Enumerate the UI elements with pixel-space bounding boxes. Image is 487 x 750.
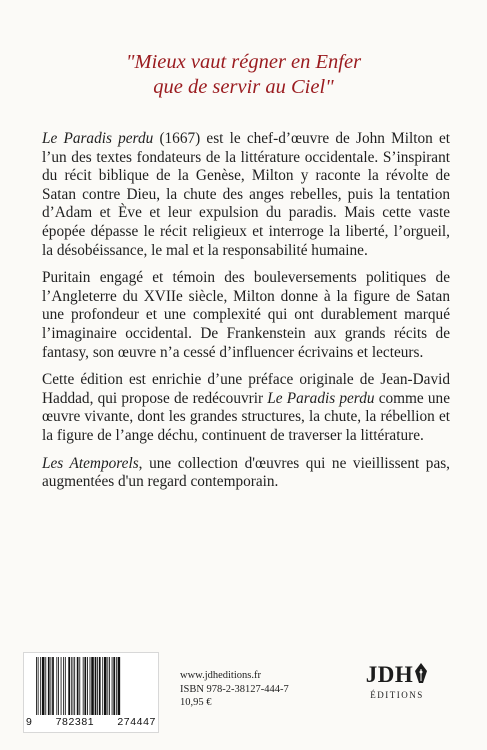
barcode-bar [97,657,98,715]
barcode-bar [118,657,121,715]
book-title: Le Paradis perdu [267,389,375,407]
barcode-bar [113,657,115,715]
barcode-bar [68,657,70,715]
barcode-bar [91,657,94,715]
quote-line-2: que de servir au Ciel" [153,76,334,98]
book-title: Le Paradis perdu [42,130,154,147]
publisher-info [180,669,289,710]
barcode-bar [50,657,51,715]
barcode-bar [112,657,113,715]
barcode-bar [73,657,74,715]
logo-mark [366,662,429,688]
barcode-bar [104,657,107,715]
barcode-bar [52,657,54,715]
isbn-number: ISBN 978-2-38127-444-7 [180,683,289,695]
barcode-bar [109,657,110,715]
collection-name: Les Atemporels [42,454,139,472]
blurb-paragraph-2 [42,269,450,362]
barcode-bar [116,657,117,715]
barcode-bar [65,657,66,715]
barcode-lead-digit: 9 [26,716,33,728]
fountain-pen-nib-icon [414,663,428,685]
barcode-bar [58,657,59,715]
logo-letters: JDH [365,662,414,687]
logo-subtitle: ÉDITIONS [370,690,424,700]
paragraph-1-text: (1667) est le chef-d’œuvre de John Milton et l’un des textes fondateurs de la littérature occidentale. S’inspirant du récit biblique de la Genèse, Milton y raconte la révolte de Satan contre Dieu, la chute des anges rebelles, puis la tentation d’Adam et Ève et leur expulsion du paradis. Mais cette vaste épopée dépasse le récit religieux et interroge la liberté, l’orgueil, la désobéissance, le mal et la responsabilité humaine. [42,130,450,259]
barcode-bar [74,657,75,715]
cover-quote [0,50,487,100]
barcode-bar [38,657,39,715]
publisher-logo [362,662,432,710]
quote-line-1: "Mieux vaut régner en Enfer [125,51,362,73]
barcode-bar [87,657,88,715]
blurb [42,130,450,501]
isbn-barcode [23,652,159,733]
barcode-bar [48,657,50,715]
blurb-paragraph-4 [42,455,450,492]
barcode-bar [102,657,103,715]
barcode-group-1: 782381 [55,716,95,728]
barcode-bar [99,657,101,715]
paragraph-2-text: Puritain engagé et témoin des bouleversements politiques de l’Angleterre du XVIIe siècle, Milton donne à la figure de Satan une profondeur et une complexité qui ont durablement marqué l’imaginaire occidental. De Frankenstein aux grands récits de fantasy, son œuvre n’a cessé d’influencer écrivains et lecteurs. [42,269,450,361]
paragraph-4-text: , une collection d'œuvres qui ne vieillissent pas, augmentées d'un regard contemporain. [42,454,451,491]
barcode-bar [42,657,45,715]
barcode-bar [63,657,64,715]
barcode-bar [61,657,62,715]
barcode-group-2: 274447 [117,716,156,728]
blurb-paragraph-1 [42,130,450,260]
publisher-website: www.jdheditions.fr [180,670,261,681]
price: 10,95 € [180,697,212,708]
barcode-bar [56,657,57,715]
barcode-bar [84,657,86,715]
barcode-bar [95,657,97,715]
barcode-bar [83,657,84,715]
blurb-paragraph-3 [42,371,450,445]
barcode-bar [40,657,41,715]
barcode-digits [26,716,156,728]
barcode-bar [77,657,79,715]
barcode-bars [30,657,152,715]
barcode-bar [107,657,108,715]
barcode-bar [79,657,80,715]
barcode-bar [36,657,37,715]
barcode-bar [71,657,72,715]
barcode-bar [90,657,91,715]
paragraph-3-after: comme une œuvre vivante, dont les grandes structures, la chute, la rébellion et la figure de l’ange déchu, continuent de traverser la littérature. [42,389,450,444]
paragraph-3-before: Cette édition est enrichie d’une préface originale de Jean-David Haddad, qui propose de redécouvrir [42,371,450,407]
barcode-bar [45,657,46,715]
